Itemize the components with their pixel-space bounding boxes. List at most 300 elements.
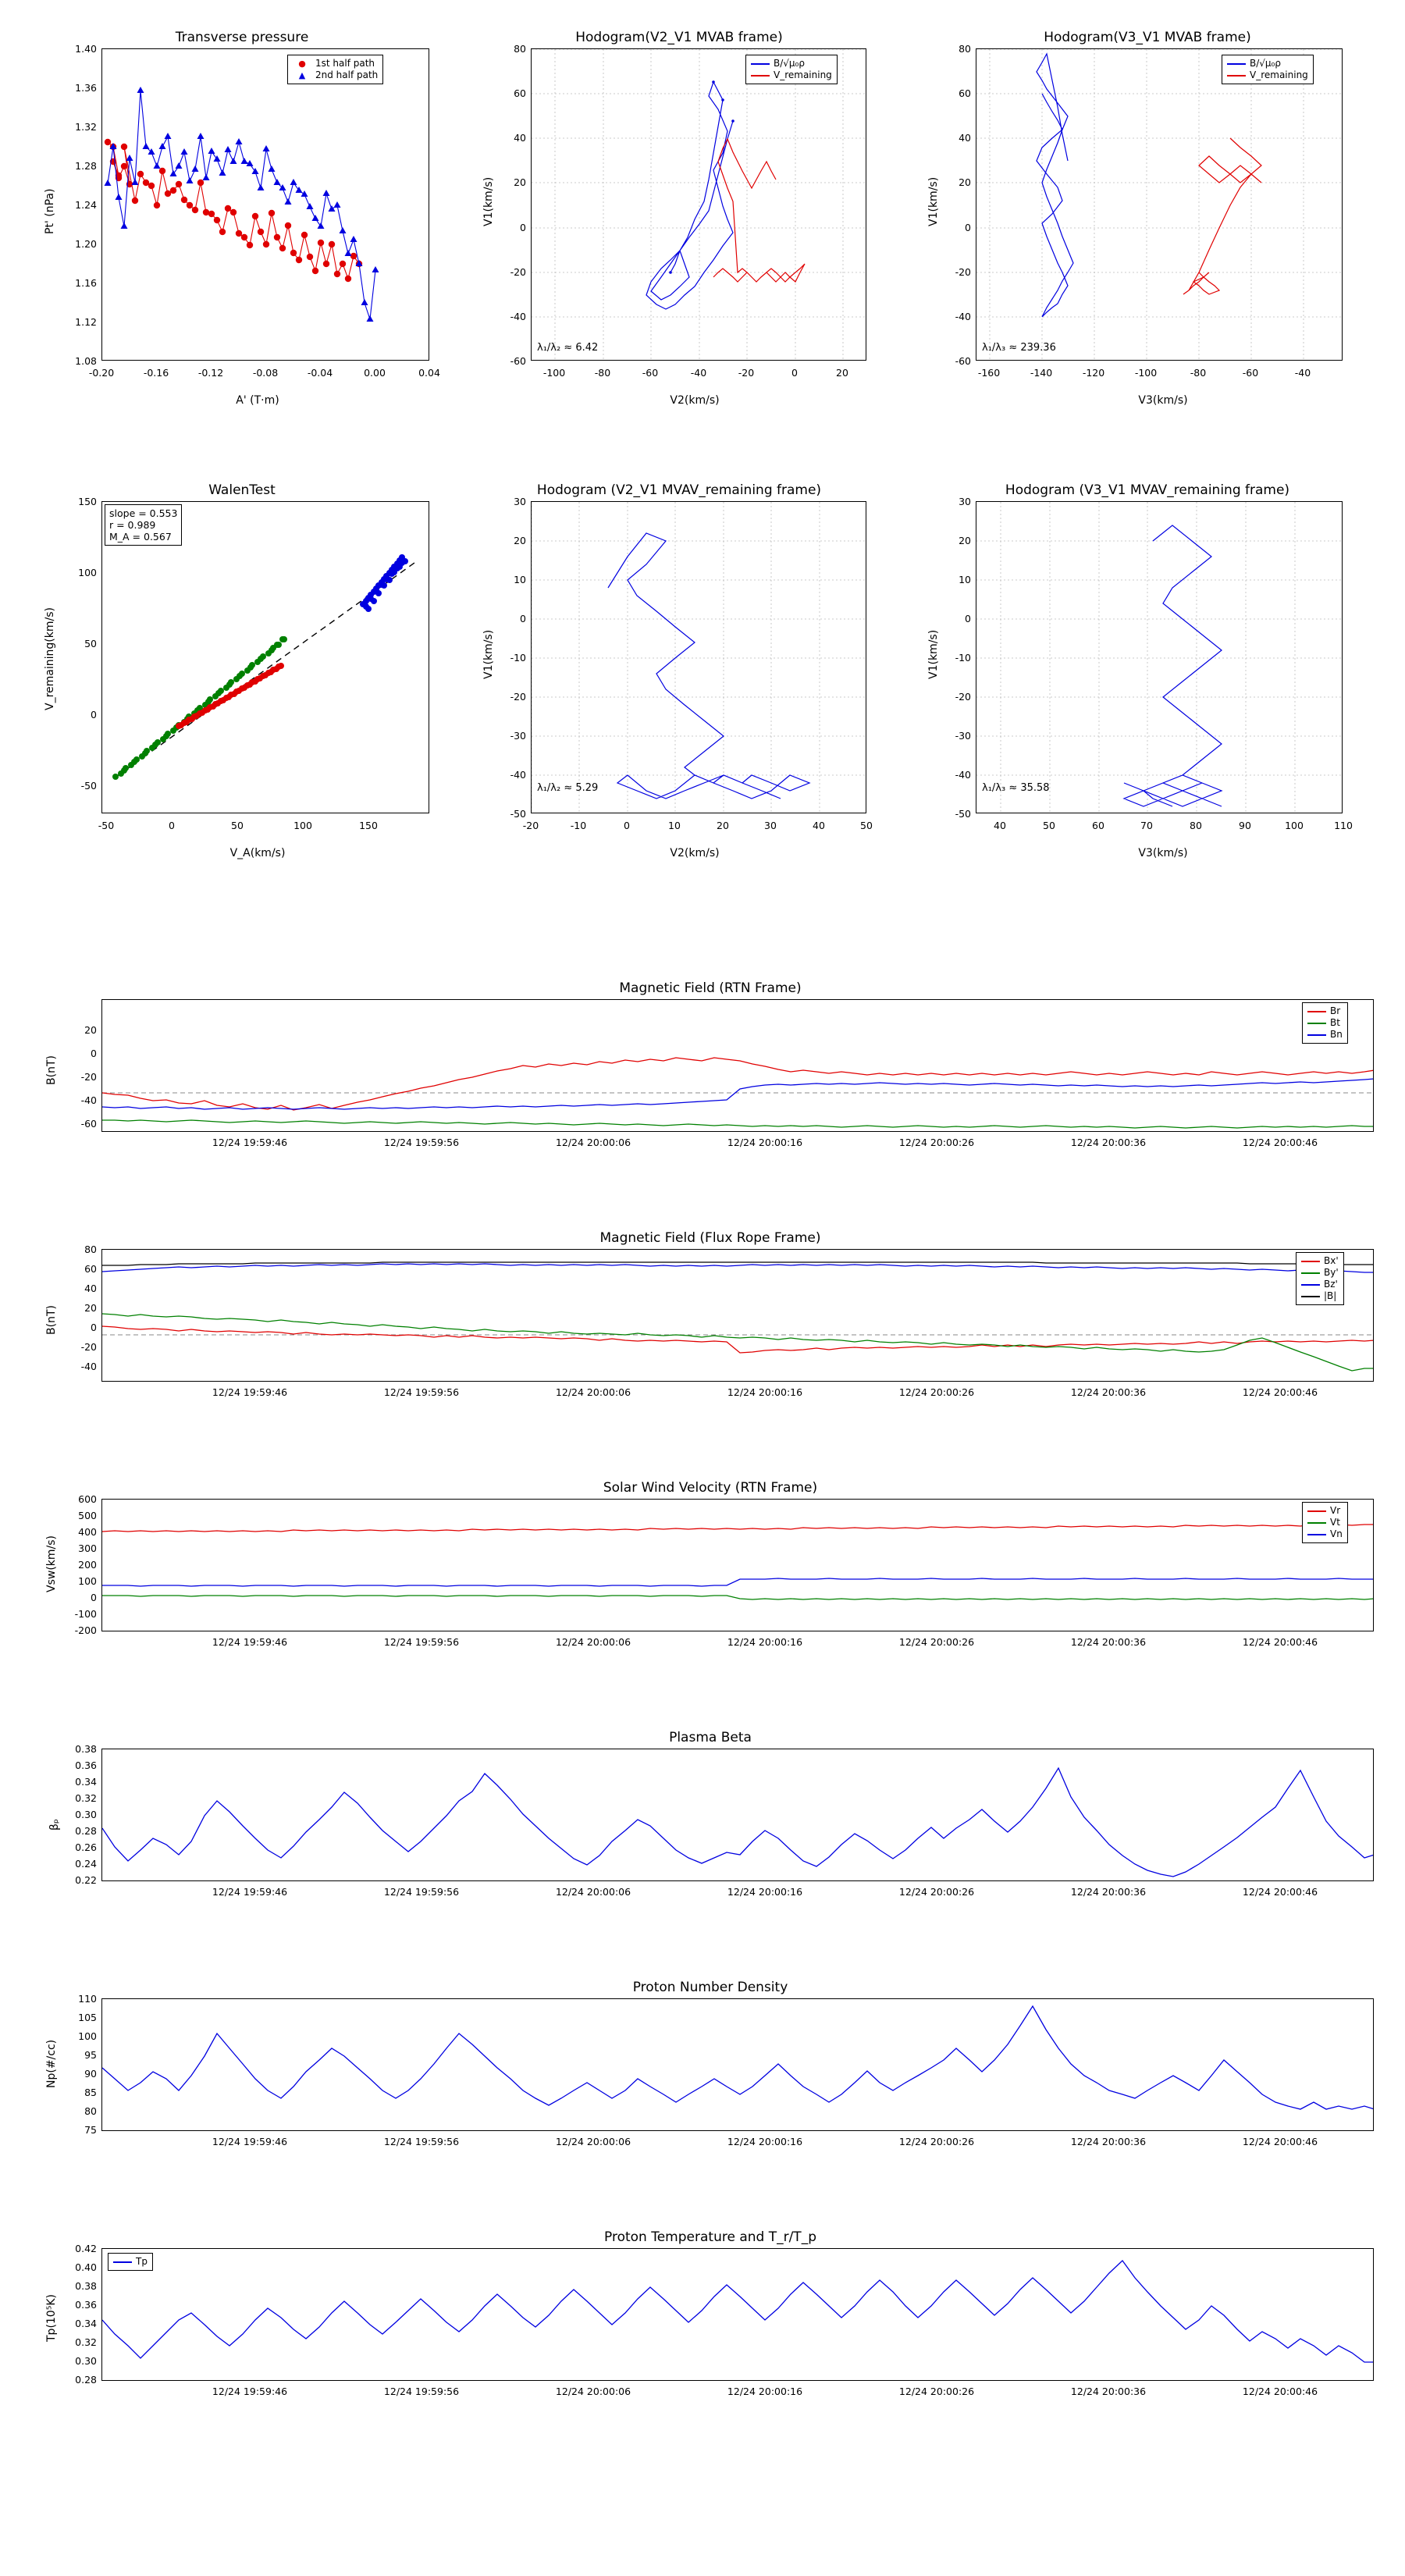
y-tick: 0.24 [75, 1858, 97, 1870]
x-tick: 12/24 20:00:46 [1242, 2136, 1318, 2147]
legend-label: By' [1324, 1267, 1339, 1278]
y-tick: 10 [959, 574, 971, 585]
y-tick: -200 [74, 1624, 97, 1636]
panel-title: Hodogram (V2_V1 MVAV_remaining frame) [536, 482, 822, 498]
x-tick: 0 [624, 820, 630, 831]
legend-label: Bn [1330, 1029, 1343, 1040]
y-tick: 100 [78, 2030, 97, 2042]
y-tick: 200 [78, 1559, 97, 1571]
y-axis-label: V1(km/s) [482, 629, 495, 679]
x-tick: 12/24 20:00:16 [727, 1886, 803, 1898]
legend-item [113, 2256, 148, 2268]
y-tick: 50 [84, 638, 97, 649]
legend [1302, 1502, 1348, 1543]
plot-area [976, 501, 1343, 813]
x-tick: 20 [717, 820, 729, 831]
series-vr [102, 1525, 1374, 1532]
panel-proton-temperature [45, 2229, 1374, 2404]
line-swatch [1227, 75, 1246, 76]
legend-item [1301, 1267, 1339, 1279]
x-axis-label: V3(km/s) [1138, 847, 1188, 859]
plot-area [101, 999, 1374, 1132]
y-tick: 0 [91, 1048, 97, 1059]
legend-label: B/√μ₀ρ [1250, 58, 1281, 69]
plot-area [101, 1749, 1374, 1881]
x-tick: -20 [738, 367, 755, 379]
panel-magnetic-field-flux-rope [45, 1230, 1374, 1405]
legend [1296, 1252, 1344, 1305]
x-tick: 90 [1239, 820, 1251, 831]
series-b-markers [669, 80, 735, 274]
y-axis-label: Pt' (nPa) [44, 188, 56, 234]
y-tick: 600 [78, 1493, 97, 1505]
x-tick: 12/24 20:00:16 [727, 1386, 803, 1398]
y-tick: 0 [91, 1322, 97, 1333]
y-tick: 30 [514, 496, 526, 507]
legend-label: 2nd half path [315, 69, 379, 80]
plot-area [101, 501, 429, 813]
y-tick: 40 [959, 132, 971, 144]
y-tick: -20 [955, 266, 971, 278]
legend-item [1307, 1017, 1343, 1029]
y-tick: 60 [514, 87, 526, 99]
y-tick: 80 [959, 43, 971, 55]
x-tick: 12/24 19:59:56 [383, 2386, 460, 2397]
series-2nd-half-markers [105, 87, 379, 322]
y-tick: 105 [78, 2012, 97, 2023]
y-tick: 0.28 [75, 1825, 97, 1837]
legend-item [1227, 69, 1308, 81]
panel-hodogram-v2v1-mvav [484, 484, 874, 866]
triangle-marker-icon: ▲ [298, 70, 306, 80]
line-swatch [1227, 63, 1246, 65]
y-axis-label: V1(km/s) [927, 176, 940, 226]
x-tick: 12/24 19:59:46 [212, 1137, 288, 1148]
y-axis-label: Tp(10⁵K) [45, 2294, 58, 2342]
proton-density-svg [102, 1999, 1374, 2131]
x-tick: -40 [1294, 367, 1311, 379]
y-tick: 20 [959, 176, 971, 188]
legend-item [1307, 1517, 1343, 1528]
y-tick: 0.36 [75, 2299, 97, 2311]
x-tick: -0.16 [143, 367, 169, 379]
panel-proton-number-density [45, 1980, 1374, 2154]
proton-temperature-svg [102, 2249, 1374, 2381]
x-tick: -50 [98, 820, 115, 831]
y-tick: -60 [80, 1118, 97, 1130]
mag-fluxrope-svg [102, 1250, 1374, 1382]
x-tick: 60 [1092, 820, 1104, 831]
plot-area [101, 1249, 1374, 1382]
x-tick: 12/24 19:59:46 [212, 1386, 288, 1398]
x-tick: 12/24 19:59:56 [383, 2136, 460, 2147]
y-tick: -20 [510, 266, 526, 278]
y-axis-label: B(nT) [45, 1305, 58, 1335]
x-tick: 20 [836, 367, 848, 379]
x-tick: -0.04 [307, 367, 333, 379]
eigenvalue-ratio-annotation: λ₁/λ₂ ≈ 5.29 [537, 782, 599, 794]
x-tick: 12/24 19:59:46 [212, 1636, 288, 1648]
y-tick: 85 [84, 2087, 97, 2098]
y-tick: 100 [78, 567, 97, 578]
x-tick: -0.12 [197, 367, 224, 379]
x-tick: 0 [791, 367, 798, 379]
legend-item [1301, 1290, 1339, 1302]
y-tick: 20 [514, 176, 526, 188]
x-tick: 12/24 20:00:36 [1070, 1886, 1147, 1898]
x-tick: 12/24 20:00:36 [1070, 2386, 1147, 2397]
y-tick: 10 [514, 574, 526, 585]
y-tick: -40 [955, 311, 971, 322]
x-tick: 12/24 20:00:06 [555, 1137, 631, 1148]
hodogram-v2v1-mvab-svg [532, 49, 866, 361]
legend-label: Vt [1330, 1517, 1340, 1528]
hodogram-v3v1-mvav-svg [976, 502, 1343, 813]
y-tick: -50 [80, 780, 97, 792]
series-vt [102, 1596, 1374, 1599]
panel-title: Hodogram(V3_V1 MVAB frame) [1044, 30, 1251, 45]
x-tick: 12/24 20:00:26 [898, 1636, 975, 1648]
legend-label: |B| [1324, 1290, 1337, 1301]
x-tick: 12/24 20:00:26 [898, 1386, 975, 1398]
panel-hodogram-v2v1-mvab [484, 31, 874, 414]
legend-label: V_remaining [1250, 69, 1308, 80]
panel-title: Hodogram(V2_V1 MVAB frame) [575, 30, 783, 45]
walen-stats-box [105, 504, 182, 546]
x-tick: 12/24 20:00:36 [1070, 1137, 1147, 1148]
plot-area [101, 2248, 1374, 2381]
x-tick: 10 [668, 820, 681, 831]
grid [976, 49, 1343, 361]
y-tick: -10 [510, 652, 526, 664]
legend [1302, 1002, 1348, 1044]
legend-item [751, 58, 832, 69]
x-tick: 50 [860, 820, 873, 831]
x-tick: 12/24 20:00:36 [1070, 1386, 1147, 1398]
series-bz [102, 1264, 1374, 1272]
x-tick: -140 [1030, 367, 1053, 379]
x-tick: 0.04 [418, 367, 440, 379]
legend-item [1307, 1005, 1343, 1017]
y-tick: 80 [84, 2105, 97, 2117]
panel-title: Proton Number Density [632, 1980, 788, 1995]
x-axis-label: A' (T·m) [236, 394, 279, 407]
x-axis-label: V2(km/s) [670, 847, 720, 859]
series-tp [102, 2261, 1374, 2362]
panel-title: Solar Wind Velocity (RTN Frame) [603, 1480, 818, 1496]
series-v-remaining [1183, 138, 1261, 294]
panel-title: Plasma Beta [669, 1730, 752, 1745]
y-tick: 100 [78, 1575, 97, 1587]
y-tick: 400 [78, 1526, 97, 1538]
series-b-over-sqrt-mu0-rho [646, 82, 733, 309]
plot-area [101, 1499, 1374, 1631]
y-tick: 0.22 [75, 1874, 97, 1886]
y-tick: 0.36 [75, 1759, 97, 1771]
x-tick: 12/24 20:00:06 [555, 2136, 631, 2147]
y-tick: 1.28 [75, 160, 97, 172]
panel-transverse-pressure [44, 30, 440, 414]
y-tick: 1.08 [75, 355, 97, 367]
eigenvalue-ratio-annotation: λ₁/λ₃ ≈ 239.36 [982, 342, 1056, 354]
x-tick: 12/24 20:00:46 [1242, 1386, 1318, 1398]
y-tick: 40 [84, 1283, 97, 1294]
y-tick: 0.38 [75, 2280, 97, 2292]
x-tick: 12/24 20:00:26 [898, 2136, 975, 2147]
x-tick: 150 [359, 820, 378, 831]
mag-rtn-svg [102, 1000, 1374, 1132]
y-tick: -50 [510, 808, 526, 820]
panel-title: WalenTest [208, 482, 276, 498]
legend [108, 2253, 153, 2271]
legend-label: Br [1330, 1005, 1341, 1016]
legend [1222, 55, 1314, 84]
legend-label: Bz' [1324, 1279, 1338, 1290]
x-tick: 12/24 19:59:56 [383, 1886, 460, 1898]
y-tick: 0.38 [75, 1743, 97, 1755]
x-tick: 80 [1190, 820, 1202, 831]
y-tick: 1.40 [75, 43, 97, 55]
y-tick: 60 [959, 87, 971, 99]
line-swatch [1307, 1034, 1326, 1036]
legend-item [1301, 1279, 1339, 1290]
x-tick: 12/24 19:59:46 [212, 2386, 288, 2397]
y-axis-label: V1(km/s) [927, 629, 940, 679]
eigenvalue-ratio-annotation: λ₁/λ₂ ≈ 6.42 [537, 342, 599, 354]
legend-item [293, 58, 378, 69]
legend-label: B/√μ₀ρ [774, 58, 805, 69]
legend-item [1227, 58, 1308, 69]
x-tick: 12/24 20:00:46 [1242, 1636, 1318, 1648]
y-tick: 300 [78, 1542, 97, 1554]
y-tick: 0 [91, 709, 97, 720]
legend-item [1307, 1505, 1343, 1517]
y-tick: 60 [84, 1263, 97, 1275]
x-tick: -40 [690, 367, 707, 379]
y-tick: -40 [80, 1094, 97, 1106]
x-tick: -80 [1190, 367, 1207, 379]
stat-slope: slope = 0.553 [109, 507, 178, 519]
y-tick: 1.36 [75, 82, 97, 94]
legend-label: Bt [1330, 1017, 1340, 1028]
eigenvalue-ratio-annotation: λ₁/λ₃ ≈ 35.58 [982, 782, 1050, 794]
x-tick: 12/24 20:00:06 [555, 2386, 631, 2397]
series-group-green [112, 636, 287, 780]
stat-r: r = 0.989 [109, 519, 156, 531]
x-tick: -0.08 [252, 367, 279, 379]
y-tick: 0.32 [75, 2336, 97, 2348]
x-axis-label: V2(km/s) [670, 394, 720, 407]
x-tick: 30 [764, 820, 777, 831]
x-tick: 12/24 20:00:06 [555, 1636, 631, 1648]
grid [976, 502, 1343, 813]
legend-label: 1st half path [315, 58, 375, 69]
y-tick: 0.30 [75, 1809, 97, 1820]
y-tick: -20 [510, 691, 526, 703]
line-swatch [1307, 1510, 1326, 1512]
panel-hodogram-v3v1-mvab [929, 31, 1366, 414]
y-tick: -60 [955, 355, 971, 367]
plasma-beta-svg [102, 1749, 1374, 1881]
x-tick: 12/24 20:00:06 [555, 1386, 631, 1398]
y-tick: 0.34 [75, 2318, 97, 2329]
y-axis-label: B(nT) [45, 1055, 58, 1085]
x-tick: -80 [594, 367, 611, 379]
x-tick: 12/24 19:59:56 [383, 1137, 460, 1148]
x-tick: 0.00 [364, 367, 386, 379]
x-tick: 12/24 20:00:46 [1242, 2386, 1318, 2397]
x-tick: 12/24 19:59:46 [212, 2136, 288, 2147]
x-tick: -100 [1134, 367, 1158, 379]
y-tick: 0 [520, 613, 526, 624]
y-tick: 1.20 [75, 238, 97, 250]
panel-hodogram-v3v1-mvav [929, 484, 1366, 866]
series-group-red [176, 663, 284, 729]
x-tick: -60 [642, 367, 659, 379]
hodogram-v3v1-mvab-svg [976, 49, 1343, 361]
y-tick: 30 [959, 496, 971, 507]
x-tick: 12/24 20:00:16 [727, 1137, 803, 1148]
x-tick: 12/24 20:00:36 [1070, 1636, 1147, 1648]
line-swatch [1307, 1522, 1326, 1524]
y-tick: -30 [955, 730, 971, 742]
x-tick: -0.20 [88, 367, 115, 379]
y-tick: 0.30 [75, 2355, 97, 2367]
y-tick: 20 [959, 535, 971, 546]
plot-area [531, 48, 866, 361]
y-tick: -100 [74, 1608, 97, 1620]
y-tick: 1.24 [75, 199, 97, 211]
y-tick: 90 [84, 2068, 97, 2080]
grid [532, 502, 866, 813]
y-tick: 0 [91, 1592, 97, 1603]
y-tick: -50 [955, 808, 971, 820]
series-plasma-beta [102, 1768, 1374, 1877]
series-trajectory [608, 533, 809, 799]
y-tick: 0.40 [75, 2261, 97, 2273]
legend-label: Tp [136, 2256, 148, 2267]
plot-area [976, 48, 1343, 361]
x-tick: 50 [1043, 820, 1055, 831]
line-swatch [1301, 1284, 1320, 1286]
legend-label: Vr [1330, 1505, 1341, 1516]
line-swatch [1301, 1272, 1320, 1274]
panel-title: Magnetic Field (Flux Rope Frame) [599, 1230, 821, 1246]
x-tick: 12/24 20:00:16 [727, 1636, 803, 1648]
legend-label: Vn [1330, 1528, 1343, 1539]
y-tick: 500 [78, 1510, 97, 1521]
y-axis-label: βₚ [48, 1819, 61, 1831]
panel-title: Proton Temperature and T_r/T_p [604, 2229, 816, 2245]
x-tick: 50 [231, 820, 244, 831]
y-tick: -20 [955, 691, 971, 703]
series-b-magnitude [102, 1262, 1374, 1265]
line-swatch [113, 2261, 132, 2263]
y-tick: -20 [80, 1071, 97, 1083]
hodogram-v2v1-mvav-svg [532, 502, 866, 813]
legend [287, 55, 383, 84]
line-swatch [1301, 1296, 1320, 1297]
legend-label: Bx' [1324, 1255, 1339, 1266]
x-tick: -120 [1082, 367, 1105, 379]
x-tick: 40 [994, 820, 1006, 831]
y-tick: 0.42 [75, 2243, 97, 2254]
series-group-blue [360, 554, 408, 612]
y-axis-label: V1(km/s) [482, 176, 495, 226]
legend-item [1307, 1029, 1343, 1041]
y-tick: 0 [965, 613, 971, 624]
series-bn [102, 1079, 1374, 1109]
series-bx [102, 1326, 1374, 1353]
y-tick: 20 [514, 535, 526, 546]
y-tick: -40 [510, 311, 526, 322]
x-tick: 70 [1140, 820, 1153, 831]
legend [745, 55, 838, 84]
transverse-pressure-svg [102, 49, 429, 361]
x-tick: 40 [813, 820, 825, 831]
panel-plasma-beta [47, 1730, 1374, 1905]
series-trajectory [1124, 525, 1222, 806]
line-swatch [1307, 1534, 1326, 1535]
x-axis-label: V_A(km/s) [229, 847, 286, 859]
x-tick: 0 [169, 820, 175, 831]
x-tick: 12/24 20:00:26 [898, 2386, 975, 2397]
y-tick: 40 [514, 132, 526, 144]
plot-area [101, 1998, 1374, 2131]
x-tick: 12/24 20:00:16 [727, 2136, 803, 2147]
line-swatch [1307, 1023, 1326, 1024]
y-tick: -30 [510, 730, 526, 742]
y-tick: 0 [965, 222, 971, 233]
x-tick: 12/24 20:00:16 [727, 2386, 803, 2397]
x-tick: -160 [977, 367, 1001, 379]
series-br [102, 1058, 1374, 1110]
x-tick: 100 [1285, 820, 1304, 831]
series-bt [102, 1120, 1374, 1128]
x-tick: 12/24 20:00:26 [898, 1137, 975, 1148]
y-tick: 150 [78, 496, 97, 507]
panel-magnetic-field-rtn [45, 980, 1374, 1155]
y-tick: 95 [84, 2049, 97, 2061]
x-tick: 12/24 20:00:46 [1242, 1886, 1318, 1898]
y-tick: 0.28 [75, 2374, 97, 2386]
walen-test-svg [102, 502, 429, 813]
series-by [102, 1314, 1374, 1371]
x-tick: 110 [1334, 820, 1353, 831]
line-swatch [751, 63, 770, 65]
y-tick: 0.26 [75, 1841, 97, 1853]
y-tick: 80 [84, 1244, 97, 1255]
y-tick: -20 [80, 1341, 97, 1353]
stat-ma: M_A = 0.567 [109, 531, 172, 543]
x-tick: -20 [522, 820, 539, 831]
x-tick: -10 [570, 820, 587, 831]
legend-item [1307, 1528, 1343, 1540]
y-tick: -10 [955, 652, 971, 664]
legend-item [751, 69, 832, 81]
y-tick: 0.32 [75, 1792, 97, 1804]
series-v-remaining [713, 139, 805, 282]
grid [532, 49, 866, 361]
line-swatch [1307, 1011, 1326, 1012]
y-axis-label: Vsw(km/s) [45, 1535, 58, 1592]
series-vn [102, 1578, 1374, 1586]
panel-title: Magnetic Field (RTN Frame) [619, 980, 802, 996]
series-np [102, 2006, 1374, 2109]
y-tick: 20 [84, 1024, 97, 1036]
y-tick: -40 [510, 769, 526, 781]
x-tick: 12/24 20:00:06 [555, 1886, 631, 1898]
